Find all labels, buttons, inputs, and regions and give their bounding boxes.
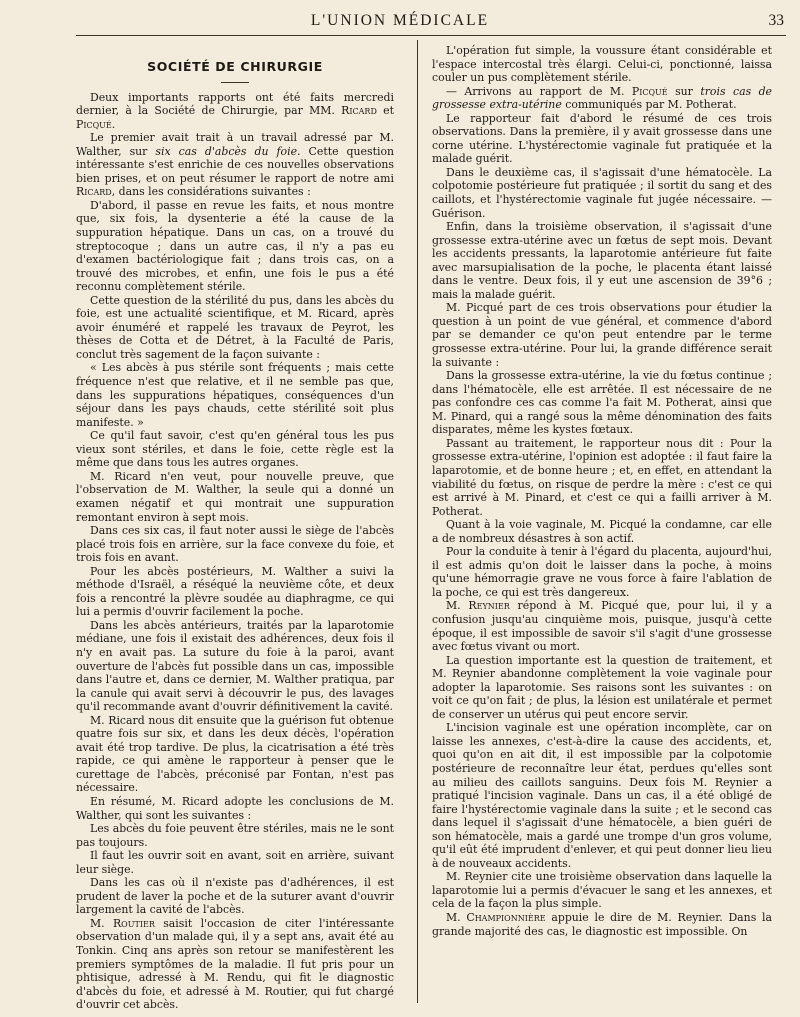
paragraph: Deux importants rapports ont été faits mercredi dernier, à la Société de Chirurgie, par MM. Ricard et Picqué.	[76, 90, 394, 131]
paragraph: Ce qu'il faut savoir, c'est qu'en général tous les pus vieux sont stériles, et dans le foie, cette règle est la même que dans tous les autres organes.	[76, 429, 394, 470]
paragraph: M. Routier saisit l'occasion de citer l'intéressante observation d'un malade qui, il y a sept ans, avait été au Tonkin. Cinq ans après son retour se manifestèrent les premiers symptômes de la maladie. Il fut pris pour un phtisique, adressé à M. Rendu, qui fit le diagnostic d'abcès du foie, et adressé à M. Routier, qui fut chargé d'ouvrir cet abcès.	[76, 916, 395, 1012]
paragraph: La question importante est la question de traitement, et M. Reynier abandonne complètement la voie vaginale pour adopter la laparotomie. Ses raisons sont les suivantes : on voit ce qu'on fait ; de plus, la lésion est unilatérale et permet de conserver un utérus qui peut encore servir.	[432, 653, 772, 721]
paragraph: Le rapporteur fait d'abord le résumé de ces trois observations. Dans la première, il y avait grossesse dans une corne utérine. L'hystérectomie vaginale fut pratiquée et la malade guérit.	[432, 111, 772, 166]
paragraph: Passant au traitement, le rapporteur nous dit : Pour la grossesse extra-utérine, l'opinion est adoptée : il faut faire la laparotomie, et de bonne heure ; et, en effet, en attendant la viabilité du fœtus, on risque de perdre la mère : c'est ce qui est arrivé à M. Pinard, et c'est ce qui a failli arriver à M. Potherat.	[432, 436, 772, 518]
header-rule	[76, 35, 786, 36]
paragraph: Enfin, dans la troisième observation, il s'agissait d'une grossesse extra-utérine avec un fœtus de sept mois. Devant les accidents pressants, la laparotomie antérieure fut faite avec marsupialisation de la poche, le placenta étant laissé dans le ventre. Deux fois, il y eut une ascension de 39°6 ; mais la malade guérit.	[432, 220, 772, 301]
title-rule	[221, 82, 249, 83]
paragraph: M. Reynier cite une troisième observation dans laquelle la laparotomie lui a permis d'évacuer le sang et les annexes, et cela de la façon la plus simple.	[432, 870, 772, 911]
paragraph: M. Ricard n'en veut, pour nouvelle preuve, que l'observation de M. Walther, la seule qui a donné un examen négatif et qui montrait une suppuration remontant environ à sept mois.	[76, 469, 394, 524]
paragraph: Pour les abcès postérieurs, M. Walther a suivi la méthode d'Israël, a réséqué la neuvième côte, et deux fois a rencontré la plèvre soudée au diaphragme, ce qui lui a permis d'ouvrir facilement la poche.	[76, 564, 394, 619]
paragraph: Quant à la voie vaginale, M. Picqué la condamne, car elle a de nombreux désastres à son actif.	[432, 518, 772, 545]
paragraph: Dans la grossesse extra-utérine, la vie du fœtus continue ; dans l'hématocèle, elle est arrêtée. Il est nécessaire de ne pas confondre ces cas comme l'a fait M. Potherat, ainsi que M. Pinard, qui a rangé sous la même dénomination des faits disparates, même les kystes fœtaux.	[432, 369, 772, 437]
conclusion-item: Dans les cas où il n'existe pas d'adhérences, il est prudent de laver la poche et de la suturer avant d'ouvrir largement la cavité de l'abcès.	[76, 876, 394, 917]
paragraph: D'abord, il passe en revue les faits, et nous montre que, six fois, la dysenterie a été la cause de la suppuration hépatique. Dans un cas, on a trouvé du streptocoque ; dans un autre cas, il n'y a pas eu d'examen bactériologique fait ; dans trois cas, on a trouvé des microbes, et enfin, une fois le pus a été reconnu complètement stérile.	[76, 198, 394, 294]
page-number: 33	[768, 12, 784, 29]
paragraph: Pour la conduite à tenir à l'égard du placenta, aujourd'hui, il est admis qu'on doit le laisser dans la poche, à moins qu'une hémorragie grave ne vous force à faire l'ablation de la poche, ce qui est très dangereux.	[432, 545, 772, 599]
left-column	[76, 46, 394, 1012]
page-header	[0, 12, 800, 34]
paragraph: En résumé, M. Ricard adopte les conclusions de M. Walther, qui sont les suivantes :	[76, 794, 394, 822]
conclusion-item: Il faut les ouvrir soit en avant, soit en arrière, suivant leur siège.	[76, 849, 394, 876]
quotation: « Les abcès à pus stérile sont fréquents ; mais cette fréquence n'est que relative, et il ne semble pas que, dans les suppurations hépatiques, conséquences d'un séjour dans les pays chauds, cette stérilité soit plus manifeste. »	[76, 361, 394, 429]
paragraph: M. Reynier répond à M. Picqué que, pour lui, il y a confusion jusqu'au cinquième mois, puisque, jusqu'à cette époque, il est impossible de savoir s'il s'agit d'une grossesse avec fœtus vivant ou mort.	[432, 599, 772, 654]
running-title: L'UNION MÉDICALE	[310, 12, 490, 29]
right-column	[432, 44, 772, 938]
paragraph: Le premier avait trait à un travail adressé par M. Walther, sur six cas d'abcès du foie. Cette question intéressante s'est enrichie de ces nouvelles observations bien prises, et on peut résumer le rapport de notre ami Ricard, dans les considérations suivantes :	[76, 131, 395, 199]
column-divider	[417, 40, 418, 1003]
paragraph: Dans les abcès antérieurs, traités par la laparotomie médiane, une fois il existait des adhérences, deux fois il n'y en avait pas. La suture du foie à la paroi, avant ouverture de l'abcès fut possible dans un cas, impossible dans l'autre et, dans ce dernier, M. Walther pratiqua, par la canule qui avait servi à découvrir le pus, des lavages qu'il recommande avant d'ouvrir définitivement la cavité.	[76, 618, 394, 714]
conclusion-item: Les abcès du foie peuvent être stériles, mais ne le sont pas toujours.	[76, 822, 394, 849]
paragraph: L'opération fut simple, la voussure étant considérable et l'espace intercostal très élargi. Celui-ci, ponctionné, laissa couler un pus complètement stérile.	[432, 44, 772, 85]
paragraph: Dans le deuxième cas, il s'agissait d'une hématocèle. La colpotomie postérieure fut pratiquée ; il sortit du sang et des caillots, et l'hystérectomie vaginale fut jugée nécessaire. — Guérison.	[432, 165, 772, 220]
paragraph: M. Picqué part de ces trois observations pour étudier la question à un point de vue général, et commence d'abord par se demander ce qu'on peut entendre par le terme grossesse extra-utérine. Pour lui, la grande différence serait la suivante :	[432, 301, 772, 369]
section-title: SOCIÉTÉ DE CHIRURGIE	[147, 59, 323, 74]
paragraph: — Arrivons au rapport de M. Picqué sur trois cas de grossesse extra-utérine communiqués par M. Potherat.	[432, 84, 773, 112]
paragraph: Cette question de la stérilité du pus, dans les abcès du foie, est une actualité scientifique, et M. Ricard, après avoir énuméré et rappelé les travaux de Peyrot, les thèses de Cotta et de Détret, à la Faculté de Paris, conclut très sagement de la façon suivante :	[76, 293, 394, 361]
paragraph: M. Championnière appuie le dire de M. Reynier. Dans la grande majorité des cas, le diagnostic est impossible. On	[432, 911, 772, 938]
paragraph: L'incision vaginale est une opération incomplète, car on laisse les annexes, c'est-à-dire la cause des accidents, et, quoi qu'on en ait dit, il est impossible par la colpotomie postérieure de reconnaître leur état, perdues qu'elles sont au milieu des caillots sanguins. Deux fois M. Reynier a pratiqué l'incision vaginale. Dans un cas, il a été obligé de faire l'hystérectomie vaginale dans la suite ; et le second cas dans lequel il s'agissait d'une hématocèle, a bien guéri de son hématocèle, mais a gardé une trompe d'un gros volume, qu'il eût été imprudent d'enlever, et qui peut donner lieu lieu à de nouveaux accidents.	[432, 721, 772, 870]
paragraph: M. Ricard nous dit ensuite que la guérison fut obtenue quatre fois sur six, et dans les deux décès, l'opération avait été trop tardive. De plus, la cicatrisation a été très rapide, ce qui amène le rapporteur à penser que le curettage de l'abcès, préconisé par Fontan, n'est pas nécessaire.	[76, 713, 394, 795]
paragraph: Dans ces six cas, il faut noter aussi le siège de l'abcès placé trois fois en arrière, sur la face convexe du foie, et trois fois en avant.	[76, 524, 394, 565]
